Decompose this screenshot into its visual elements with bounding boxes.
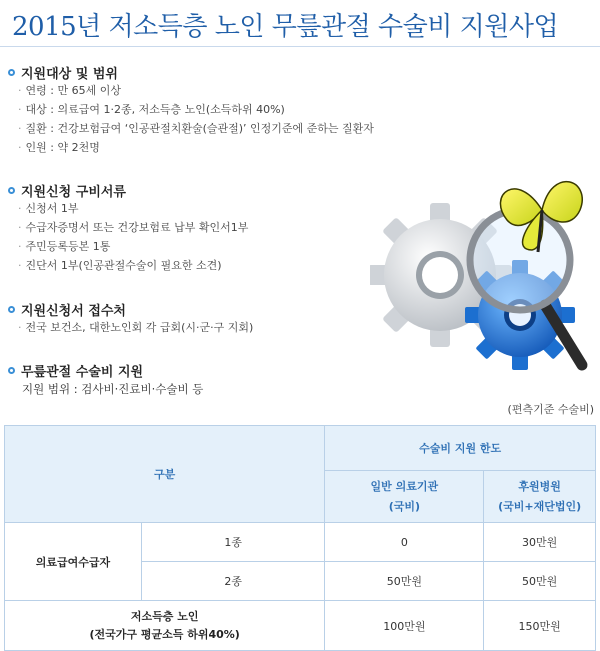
table-cell: 2종: [142, 562, 325, 601]
list-item: · 질환 : 건강보험급여 ‘인공관절치환술(슬관절)’ 인정기준에 준하는 질환자: [18, 122, 374, 135]
section-heading-text: 무릎관절 수술비 지원: [21, 364, 144, 380]
section-heading-text: 지원대상 및 범위: [21, 66, 118, 82]
bullet-icon: [8, 306, 15, 313]
section-reception: [8, 300, 253, 337]
section-heading: [8, 181, 248, 199]
list-item: 지원 범위 : 검사비·진료비·수술비 등: [22, 382, 204, 396]
list-item: · 진단서 1부(인공관절수술이 필요한 소견): [18, 259, 222, 272]
note-text: (편측기준 수술비): [507, 403, 594, 416]
section-heading: [8, 300, 253, 318]
list-item: · 주민등록등본 1통: [18, 240, 111, 253]
table-row: [5, 601, 596, 651]
list-item: · 인원 : 약 2천명: [18, 141, 100, 154]
medical-aid-label: 의료급여수급자: [5, 523, 142, 601]
table-cell: 0: [325, 523, 484, 562]
bullet-icon: [8, 69, 15, 76]
support-limit-table: [4, 425, 596, 651]
gears-magnifier-illustration: [370, 170, 600, 380]
section-eligibility: [8, 63, 374, 157]
table-row: [5, 523, 596, 562]
section-support: [8, 361, 203, 399]
section-documents: [8, 181, 248, 275]
table-header-general: 일반 의료기관 (국비): [325, 471, 484, 523]
bullet-icon: [8, 187, 15, 194]
list-item: · 대상 : 의료급여 1·2종, 저소득층 노인(소득하위 40%): [18, 103, 285, 116]
low-income-label: 저소득층 노인 (전국가구 평균소득 하위40%): [5, 601, 325, 651]
section-heading: [8, 63, 374, 81]
title-divider: [0, 46, 600, 47]
section-heading-text: 지원신청서 접수처: [21, 303, 126, 319]
section-heading: [8, 361, 203, 379]
table-cell: 100만원: [325, 601, 484, 651]
list-item: · 전국 보건소, 대한노인회 각 급회(시·군·구 지회): [18, 321, 254, 334]
table-cell: 1종: [142, 523, 325, 562]
page-title: 2015년 저소득층 노인 무릎관절 수술비 지원사업: [12, 12, 559, 42]
table-header-limit: 수술비 지원 한도: [325, 426, 596, 471]
table-cell: 50만원: [325, 562, 484, 601]
table-cell: 30만원: [484, 523, 596, 562]
table-header-partner: 후원병원 (국비+재단법인): [484, 471, 596, 523]
table-header-category: 구분: [5, 426, 325, 523]
table-cell: 50만원: [484, 562, 596, 601]
table-cell: 150만원: [484, 601, 596, 651]
list-item: · 수급자증명서 또는 건강보험료 납부 확인서1부: [18, 221, 249, 234]
bullet-icon: [8, 367, 15, 374]
list-item: · 연령 : 만 65세 이상: [18, 84, 121, 97]
list-item: · 신청서 1부: [18, 202, 79, 215]
section-heading-text: 지원신청 구비서류: [21, 184, 126, 200]
